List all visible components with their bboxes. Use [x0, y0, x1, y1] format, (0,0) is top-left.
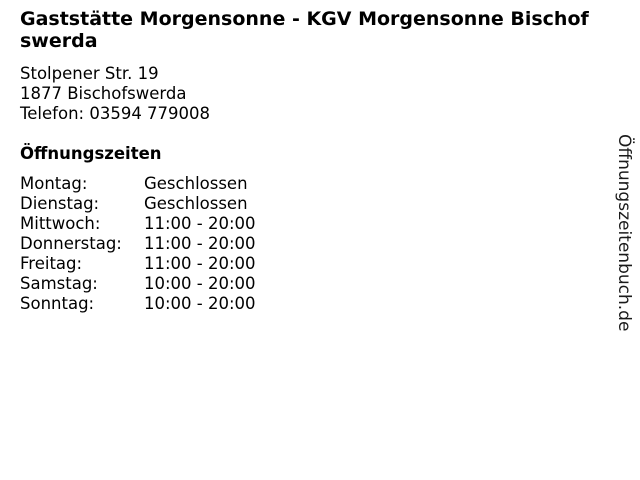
- time-value: 10:00 - 20:00: [144, 274, 256, 293]
- time-value: 11:00 - 20:00: [144, 214, 256, 233]
- hours-row-friday: [20, 254, 256, 274]
- hours-row-saturday: [20, 274, 256, 294]
- business-name: Gaststätte Morgensonne - KGV Morgensonne Bischofswerda: [20, 8, 589, 52]
- city-line: 1877 Bischofswerda: [20, 84, 187, 103]
- time-value: 11:00 - 20:00: [144, 234, 256, 253]
- day-label: Samstag:: [20, 274, 98, 293]
- hours-row-sunday: [20, 294, 256, 314]
- day-label: Sonntag:: [20, 294, 95, 313]
- time-value: 11:00 - 20:00: [144, 254, 256, 273]
- address-block: [20, 64, 210, 124]
- day-label: Donnerstag:: [20, 234, 122, 253]
- day-label: Mittwoch:: [20, 214, 101, 233]
- time-value: 10:00 - 20:00: [144, 294, 256, 313]
- street-address: Stolpener Str. 19: [20, 64, 159, 83]
- day-label: Montag:: [20, 174, 88, 193]
- day-label: Dienstag:: [20, 194, 100, 213]
- site-watermark: Öffnungszeitenbuch.de: [614, 134, 634, 332]
- hours-row-tuesday: [20, 194, 256, 214]
- time-value: Geschlossen: [144, 194, 248, 213]
- phone-line: Telefon: 03594 779008: [20, 104, 211, 123]
- opening-hours-heading: Öffnungszeiten: [20, 144, 162, 163]
- opening-hours-table: [20, 174, 256, 314]
- hours-row-wednesday: [20, 214, 256, 234]
- hours-row-monday: [20, 174, 256, 194]
- time-value: Geschlossen: [144, 174, 248, 193]
- day-label: Freitag:: [20, 254, 83, 273]
- hours-row-thursday: [20, 234, 256, 254]
